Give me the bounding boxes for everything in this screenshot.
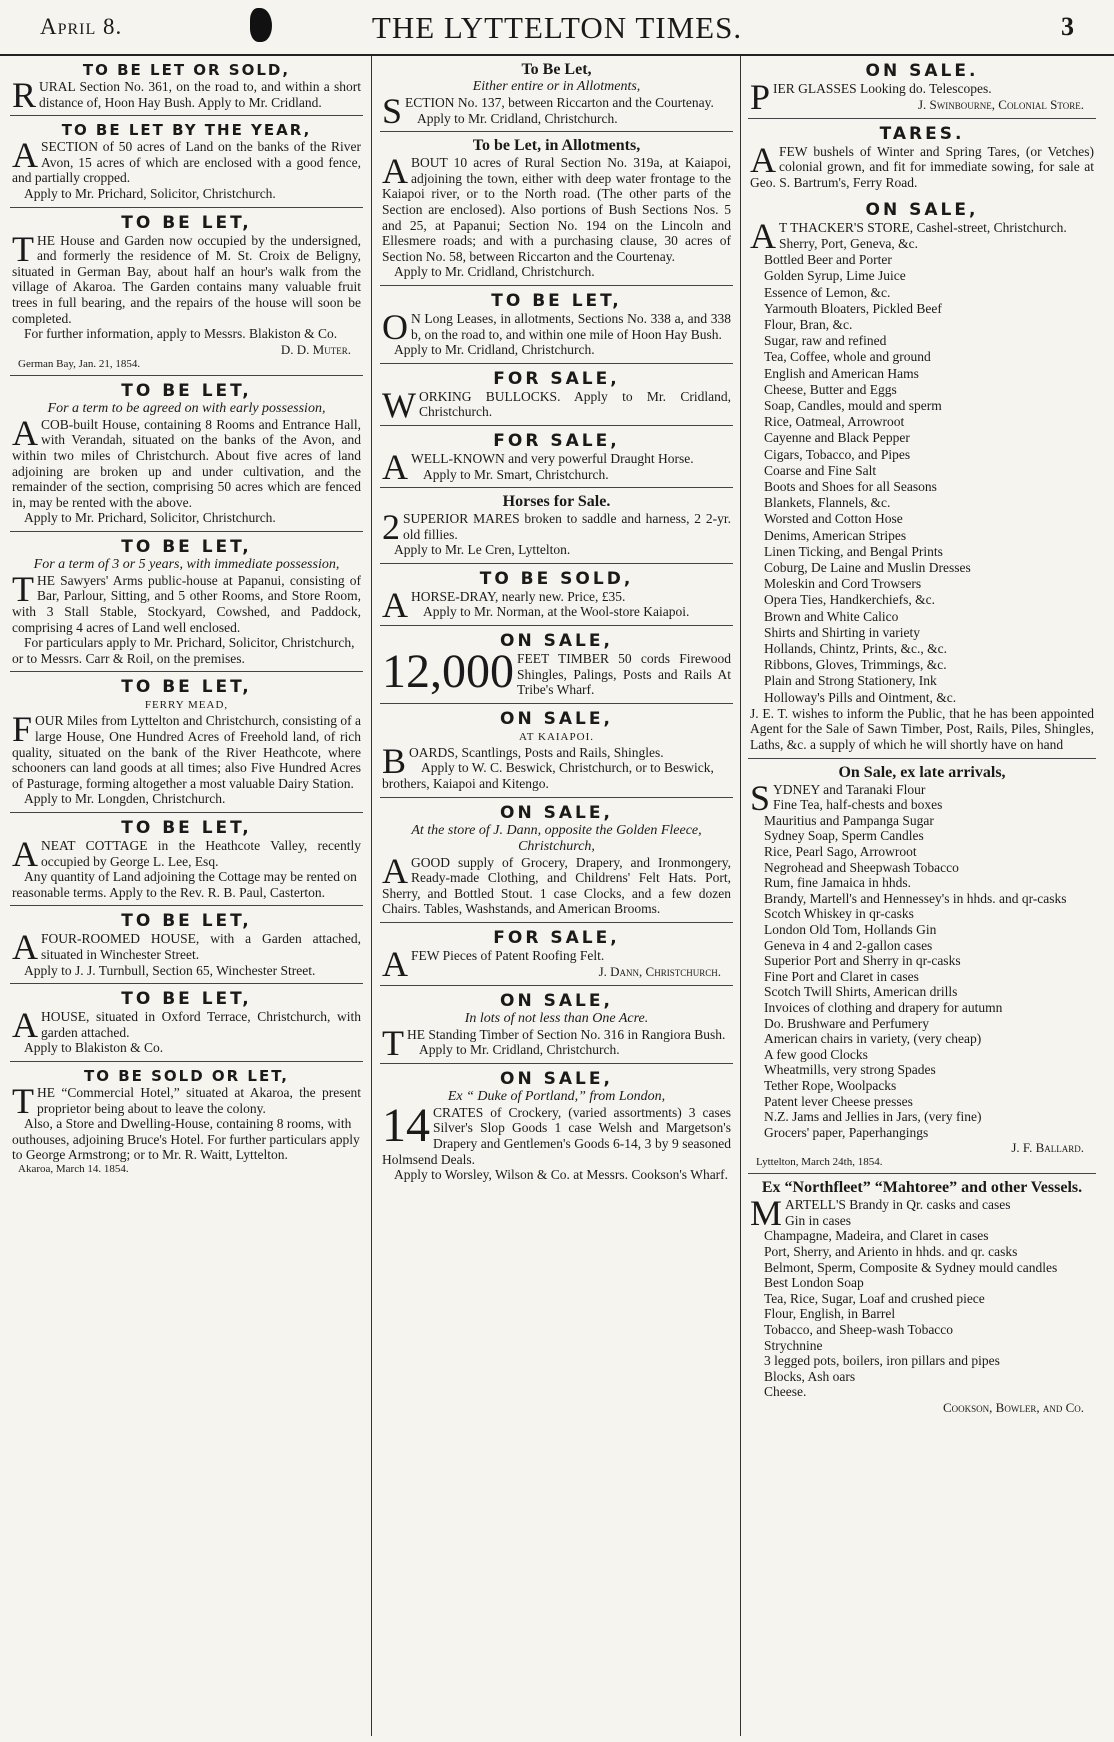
goods-item: Champagne, Madeira, and Claret in cases [764, 1228, 989, 1244]
ad-contact: Apply to Mr. Smart, Christchurch. [423, 466, 609, 482]
goods-item: 3 legged pots, boilers, iron pillars and pipes [764, 1353, 1000, 1369]
advertisement [748, 56, 1096, 119]
goods-item: Bottled Beer and Porter [764, 252, 892, 268]
ad-subheading: FERRY MEAD, [144, 699, 229, 712]
goods-item: Strychnine [764, 1337, 823, 1353]
ad-text: FEW bushels of Winter and Spring Tares, (or Vetches) colonial grown, and fit for immediate sowing, for sale at Geo. S. Bartrum's, Ferry Road. [750, 143, 1094, 190]
ad-dateline: Akaroa, March 14. 1854. [18, 1162, 129, 1175]
ad-body [382, 1098, 731, 1167]
advertisement [380, 923, 733, 986]
ad-subheading: Ex “ Duke of Portland,” from London, [447, 1088, 666, 1104]
ad-heading: TO BE LET, [491, 290, 622, 311]
goods-item: Sydney Soap, Sperm Candles [764, 828, 924, 844]
goods-item: Gin in cases [785, 1212, 851, 1228]
goods-item: Rice, Oatmeal, Arrowroot [764, 414, 905, 430]
ad-body [382, 645, 731, 699]
ad-dateline: German Bay, Jan. 21, 1854. [18, 357, 141, 370]
ad-signature: J. Dann, Christchurch. [598, 963, 721, 979]
ad-heading: TO BE SOLD OR LET, [83, 1066, 289, 1085]
advertisement [380, 426, 733, 488]
drop-cap: M [750, 1193, 783, 1234]
drop-cap: A [382, 446, 408, 487]
goods-item: Flour, English, in Barrel [764, 1306, 896, 1322]
ad-subheading: In lots of not less than One Acre. [464, 1010, 649, 1026]
goods-item: Tether Rope, Woolpacks [764, 1077, 897, 1093]
ad-text: ARTELL'S Brandy in Qr. casks and cases [785, 1197, 1011, 1213]
goods-item: Brandy, Martell's and Hennessey's in hhds. and qr-casks [764, 890, 1067, 906]
drop-cap: A [750, 216, 776, 257]
ad-contact: Apply to Blakiston & Co. [24, 1040, 164, 1056]
ad-text: OUR Miles from Lyttelton and Christchurch, consisting of a large House, One Hundred Acres of Freehold land, of rich quality, situated on the bank of the River Heathcote, where schooners can land goods at all times; also Five Hundred Acres of Pasturage, forming altogether a most valuable Dairy Station. [12, 713, 361, 791]
ad-heading: FOR SALE, [493, 430, 620, 451]
drop-cap: 2 [382, 507, 400, 548]
advertisement-thacker [748, 195, 1096, 758]
drop-cap: T [12, 228, 34, 269]
ad-heading: On Sale, ex late arrivals, [838, 763, 1006, 781]
goods-item: Sherry, Port, Geneva, &c. [779, 235, 918, 251]
ad-heading: TO BE LET BY THE YEAR, [61, 121, 312, 140]
ad-heading: TO BE LET OR SOLD, [82, 61, 291, 79]
ad-heading: FOR SALE, [493, 928, 620, 948]
ad-dateline: Lyttelton, March 24th, 1854. [756, 1156, 883, 1169]
ad-contact: Apply to Mr. Longden, Christchurch. [24, 791, 226, 807]
ad-heading: ON SALE, [500, 990, 613, 1011]
ad-text: SECTION of 50 acres of Land on the banks of the River Avon, 15 acres of which are enclosed with a good fence, and partially cropped. [12, 139, 361, 186]
drop-cap: R [12, 75, 37, 115]
ad-contact: Apply to J. J. Turnbull, Section 65, Winchester Street. [24, 962, 316, 978]
advertisement [380, 488, 733, 564]
ad-body [12, 709, 361, 791]
ad-contact: Apply to Mr. Norman, at the Wool-store Kaiapoi. [423, 604, 690, 620]
goods-list [750, 797, 1094, 1140]
ad-text: OARDS, Scantlings, Posts and Rails, Shingles. [409, 744, 664, 760]
advertisement [10, 116, 363, 207]
drop-cap: A [12, 135, 38, 176]
goods-item: Coburg, De Laine and Muslin Dresses [764, 560, 971, 576]
ad-text: N Long Leases, in allotments, Sections No. 338 a, and 338 b, on the road to, and within one mile of Hoon Hay Bush. [411, 310, 731, 342]
goods-item: Patent lever Cheese presses [764, 1093, 913, 1109]
ad-heading: TO BE LET, [121, 818, 252, 838]
ad-text: GOOD supply of Grocery, Drapery, and Ironmongery, Ready-made Clothing, and Childrens' Felt Hats. Port, Sherry, and Bottled Stout. 1 case Clocks, and a few dozen Chairs. Tables, Washstands, and American Brooms. [382, 854, 731, 917]
advertisement [380, 56, 733, 132]
ad-body [382, 507, 731, 548]
goods-list [750, 236, 1094, 706]
goods-item: Boots and Shoes for all Seasons [764, 479, 937, 495]
goods-item: American chairs in variety, (very cheap) [764, 1031, 982, 1047]
ad-contact: Also, a Store and Dwelling-House, containing 8 rooms, with outhouses, adjoining Bruce's Hotel. For further particulars apply to George Armstrong; or to Mr. R. Waitt, Lyttelton. [12, 1116, 360, 1163]
page-number: 3 [1061, 12, 1074, 41]
ad-text: HE Sawyers' Arms public-house at Papanui, consisting of Bar, Parlour, Sitting, and 5 other Rooms, and Store Room, with 3 Stall Stable, Stockyard, Cowshed, and Paddock, comprising 4 acres of Land well enclosed. [12, 572, 361, 635]
goods-item: Scotch Twill Shirts, American drills [764, 984, 958, 1000]
goods-item: Holloway's Pills and Ointment, &c. [764, 689, 957, 705]
ad-heading: ON SALE, [500, 802, 613, 823]
ad-contact: Any quantity of Land adjoining the Cottage may be rented on reasonable terms. Apply to the Rev. R. B. Paul, Casterton. [12, 869, 357, 900]
drop-cap: 14 [382, 1098, 430, 1152]
goods-item: Mauritius and Pampanga Sugar [764, 812, 934, 828]
goods-item: Fine Tea, half-chests and boxes [773, 797, 943, 813]
goods-item: Blankets, Flannels, &c. [764, 495, 891, 511]
drop-cap: O [382, 306, 408, 347]
advertisement [380, 132, 733, 286]
drop-cap: A [750, 139, 776, 180]
ad-heading: ON SALE, [500, 708, 613, 729]
goods-item: Port, Sherry, and Ariento in hhds. and qr. casks [764, 1244, 1018, 1260]
goods-item: N.Z. Jams and Jellies in Jars, (very fine) [764, 1109, 982, 1125]
goods-item: Moleskin and Cord Trowsers [764, 576, 922, 592]
ad-heading: To Be Let, [521, 61, 592, 78]
advertisement [380, 564, 733, 626]
advertisement [748, 119, 1096, 196]
advertisement [10, 906, 363, 984]
goods-item: Ribbons, Gloves, Trimmings, &c. [764, 657, 947, 673]
drop-cap: A [12, 927, 38, 968]
drop-cap: B [382, 740, 407, 781]
ad-text: SUPERIOR MARES broken to saddle and harness, 2 2-yr. old fillies. [403, 511, 731, 542]
ad-note: J. E. T. wishes to inform the Public, that he has been appointed Agent for the Sale of Sawn Timber, Post, Rails, Piles, Shingles, Laths, &c. a supply of which he will shortly have on hand [750, 705, 1094, 753]
advertisement [380, 798, 733, 923]
ad-heading: ON SALE, [500, 631, 613, 652]
advertisement [380, 986, 733, 1064]
advertisement [10, 672, 363, 813]
ad-heading: TO BE LET, [121, 989, 252, 1010]
goods-item: Tobacco, and Sheep-wash Tobacco [764, 1322, 954, 1338]
ad-subheading: At the store of J. Dann, opposite the Golden Fleece, Christchurch, [411, 822, 702, 854]
ad-text: HE Standing Timber of Section No. 316 in Rangiora Bush. [407, 1026, 726, 1042]
drop-cap: T [12, 568, 34, 609]
ad-body [12, 228, 361, 327]
ad-subheading: AT KAIAPOI. [519, 730, 594, 743]
ad-contact: Apply to Mr. Cridland, Christchurch. [394, 342, 595, 358]
ad-text: ECTION No. 137, between Riccarton and the Courtenay. [405, 95, 714, 110]
goods-item: Negrohead and Sheepwash Tobacco [764, 859, 959, 875]
issue-date: April 8. [40, 14, 123, 39]
goods-item: Cayenne and Black Pepper [764, 430, 910, 446]
goods-item: Do. Brushware and Perfumery [764, 1015, 929, 1031]
ad-text: FEET TIMBER 50 cords Firewood Shingles, Palings, Posts and Rails At Tribe's Wharf. [517, 651, 731, 698]
ad-signature: Cookson, Bowler, and Co. [942, 1400, 1084, 1416]
ad-text: URAL Section No. 361, on the road to, and within a short distance of, Hoon Hay Bush. Apply to Mr. Cridland. [39, 79, 361, 110]
ad-heading: TO BE LET, [121, 536, 252, 557]
ad-contact: Apply to Mr. Cridland, Christchurch. [417, 110, 618, 126]
ad-heading: To be Let, in Allotments, [472, 137, 641, 155]
drop-cap: A [382, 850, 408, 891]
ad-text: HE House and Garden now occupied by the undersigned, and formerly the residence of M. St. Croix de Beligny, situated in German Bay, about half an hour's walk from the village of Akaroa. The Garden contains many valuable fruit trees in full bearing, and the repairs of the house will soon be completed. [12, 232, 361, 326]
ad-body [382, 306, 731, 347]
drop-cap: A [382, 584, 408, 625]
drop-cap: 12,000 [382, 645, 514, 699]
goods-item: Denims, American Stripes [764, 527, 907, 543]
ad-contact: For further information, apply to Messrs. Blakiston & Co. [24, 326, 338, 342]
ad-heading: TO BE LET, [121, 911, 252, 932]
ad-subheading: Either entire or in Allotments, [472, 79, 641, 94]
ad-text: IER GLASSES Looking do. Telescopes. [773, 81, 992, 96]
ad-body [382, 850, 731, 917]
ad-heading: TO BE LET, [121, 677, 252, 698]
ad-heading: TO BE LET, [121, 212, 252, 233]
goods-item: Cheese, Butter and Eggs [764, 381, 897, 397]
advertisement [380, 286, 733, 364]
goods-item: A few good Clocks [764, 1046, 868, 1062]
ad-body [12, 1080, 361, 1121]
goods-item: Superior Port and Sherry in qr-casks [764, 953, 961, 969]
goods-item: Essence of Lemon, &c. [764, 284, 891, 300]
goods-item: Fine Port and Claret in cases [764, 968, 919, 984]
advertisement [10, 1062, 363, 1180]
ad-body [12, 75, 361, 115]
ad-heading: ON SALE, [500, 1068, 613, 1089]
ad-text: YDNEY and Taranaki Flour [773, 781, 926, 797]
goods-item: Flour, Bran, &c. [764, 316, 853, 332]
drop-cap: A [12, 1005, 38, 1046]
advertisement [10, 208, 363, 376]
goods-item: London Old Tom, Hollands Gin [764, 921, 937, 937]
goods-item: Sugar, raw and refined [764, 333, 887, 349]
ad-contact: Apply to Mr. Prichard, Solicitor, Christchurch. [24, 510, 276, 526]
drop-cap: A [382, 151, 408, 192]
advertisement [10, 532, 363, 673]
ad-body [382, 384, 731, 425]
ad-signature: J. F. Ballard. [1011, 1140, 1084, 1156]
drop-cap: S [750, 777, 771, 818]
ad-body [750, 139, 1094, 191]
ad-signature: J. Swinbourne, Colonial Store. [917, 96, 1084, 112]
ad-body [12, 1005, 361, 1046]
goods-item: Tea, Rice, Sugar, Loaf and crushed piece [764, 1290, 985, 1306]
ad-text: WELL-KNOWN and very powerful Draught Horse. [411, 450, 694, 466]
ad-text: COB-built House, containing 8 Rooms and Entrance Hall, with Verandah, situated on the banks of the Avon, and within two miles of Christchurch. About five acres of land adjoining are broken up and under cultivation, and the remainder of the section, comprising 50 acres which are fenced in, may be rented with the above. [12, 416, 361, 510]
advertisement [380, 1064, 733, 1188]
goods-item: Wheatmills, very strong Spades [764, 1062, 936, 1078]
ad-heading: Horses for Sale. [502, 493, 611, 511]
ad-text: HORSE-DRAY, nearly new. Price, £35. [411, 588, 626, 604]
goods-item: Plain and Strong Stationery, Ink [764, 673, 937, 689]
ad-heading: Ex “Northfleet” “Mahtoree” and other Vessels. [761, 1179, 1083, 1197]
goods-item: Cheese. [764, 1384, 807, 1400]
ad-heading: TARES. [879, 123, 965, 144]
drop-cap: A [12, 412, 38, 453]
ad-text: FOUR-ROOMED HOUSE, with a Garden attached, situated in Winchester Street. [41, 931, 361, 962]
ad-contact: Apply to Worsley, Wilson & Co. at Messrs. Cookson's Wharf. [394, 1167, 729, 1183]
advertisement [10, 984, 363, 1062]
goods-item: Yarmouth Bloaters, Pickled Beef [764, 300, 942, 316]
ad-heading: TO BE LET, [121, 380, 252, 401]
goods-item: Linen Ticking, and Bengal Prints [764, 543, 943, 559]
ad-text: BOUT 10 acres of Rural Section No. 319a, at Kaiapoi, adjoining the town, either with deep water frontage to the Kaiapoi river, or to the North road. (The other parts of the Section are enclosed). Also portions of Bush Sections Nos. 5 and 25, at Papanui; Section No. 194 on the Lincoln and Ellesmere roads; and with a purchasing clause, 30 acres of Section No. 58, between Riccarton and the Courtenay. [382, 155, 731, 264]
ad-text: T THACKER'S STORE, Cashel-street, Christchurch. [779, 220, 1067, 236]
ad-contact: Apply to Mr. Prichard, Solicitor, Christchurch. [24, 185, 276, 201]
ad-heading: ON SALE. [865, 61, 979, 81]
ad-contact: Apply to Mr. Cridland, Christchurch. [419, 1042, 620, 1058]
ad-text: CRATES of Crockery, (varied assortments) 3 cases Silver's Slop Goods 1 case Welsh and Margetson's Drapery and Gentlemen's Goods 6-14, 3 by 9 seasoned Holmsend Deals. [382, 1104, 731, 1167]
goods-item: Opera Ties, Handkerchiefs, &c. [764, 592, 935, 608]
ad-contact: Apply to W. C. Beswick, Christchurch, or to Beswick, brothers, Kaiapoi and Kitengo. [382, 760, 714, 792]
goods-item: Hollands, Chintz, Prints, &c., &c. [764, 641, 947, 657]
ad-body [12, 927, 361, 968]
drop-cap: P [750, 77, 771, 117]
drop-cap: T [382, 1022, 404, 1063]
ad-heading: ON SALE, [865, 200, 979, 221]
ad-heading: FOR SALE, [493, 368, 620, 389]
ad-body [12, 568, 361, 635]
drop-cap: T [12, 1080, 34, 1121]
drop-cap: W [382, 384, 416, 425]
ad-text: ORKING BULLOCKS. Apply to Mr. Cridland, Christchurch. [418, 388, 731, 420]
advertisement [10, 813, 363, 906]
ad-signature: D. D. Muter. [280, 341, 351, 357]
column-3 [748, 56, 1096, 1736]
drop-cap: F [12, 709, 33, 750]
column-3-top-ads [748, 56, 1096, 195]
ad-body [382, 151, 731, 264]
ad-text: HE “Commercial Hotel,” situated at Akaroa, the present proprietor being about to leave the colony. [37, 1084, 361, 1116]
column-rule [740, 56, 741, 1736]
advertisement-ballard [748, 759, 1096, 1175]
drop-cap: S [382, 91, 403, 131]
drop-cap: A [12, 834, 38, 874]
ad-subheading: For a term to be agreed on with early possession, [47, 400, 326, 416]
goods-item: Belmont, Sperm, Composite & Sydney mould candles [764, 1259, 1058, 1275]
column-2 [380, 56, 733, 1736]
goods-item: Rum, fine Jamaica in hhds. [764, 875, 911, 891]
ad-subheading: For a term of 3 or 5 years, with immediate possession, [33, 556, 340, 572]
ad-body [12, 834, 361, 874]
goods-item: Shirts and Shirting in variety [764, 624, 920, 640]
masthead [0, 0, 1114, 56]
goods-item: Brown and White Calico [764, 608, 899, 624]
column-rule [371, 56, 372, 1736]
advertisement [380, 364, 733, 426]
advertisement [380, 704, 733, 798]
goods-item: English and American Hams [764, 365, 919, 381]
ad-contact: Apply to Mr. Cridland, Christchurch. [394, 264, 595, 280]
goods-item: Coarse and Fine Salt [764, 462, 877, 478]
advertisement [10, 56, 363, 116]
ad-contact: Apply to Mr. Le Cren, Lyttelton. [394, 542, 571, 558]
goods-item: Grocers' paper, Paperhangings [764, 1124, 929, 1140]
goods-item: Worsted and Cotton Hose [764, 511, 903, 527]
goods-item: Blocks, Ash oars [764, 1368, 856, 1384]
goods-item: Golden Syrup, Lime Juice [764, 268, 906, 284]
drop-cap: A [382, 944, 408, 984]
ad-heading: TO BE SOLD, [479, 568, 634, 589]
advertisement [380, 626, 733, 704]
goods-list [750, 1213, 1094, 1400]
goods-item: Rice, Pearl Sago, Arrowroot [764, 844, 917, 860]
column-1 [10, 56, 363, 1736]
goods-item: Invoices of clothing and drapery for autumn [764, 999, 1003, 1015]
ad-body [12, 135, 361, 186]
goods-item: Tea, Coffee, whole and ground [764, 349, 931, 365]
advertisement [10, 376, 363, 532]
ad-body [12, 412, 361, 511]
ad-contact: For particulars apply to Mr. Prichard, Solicitor, Christchurch, or to Messrs. Carr & Roil, on the premises. [12, 635, 355, 666]
goods-item: Best London Soap [764, 1275, 864, 1291]
goods-item: Geneva in 4 and 2-gallon cases [764, 937, 933, 953]
goods-item: Cigars, Tobacco, and Pipes [764, 446, 911, 462]
goods-item: Soap, Candles, mould and sperm [764, 398, 942, 413]
ad-text: HOUSE, situated in Oxford Terrace, Christchurch, with garden attached. [41, 1009, 361, 1040]
goods-item: Scotch Whiskey in qr-casks [764, 906, 914, 922]
ad-text: NEAT COTTAGE in the Heathcote Valley, recently occupied by George L. Lee, Esq. [41, 838, 361, 869]
ad-text: FEW Pieces of Patent Roofing Felt. [411, 948, 605, 963]
advertisement-cookson [748, 1174, 1096, 1421]
newspaper-title: THE LYTTELTON TIMES. [371, 10, 743, 45]
